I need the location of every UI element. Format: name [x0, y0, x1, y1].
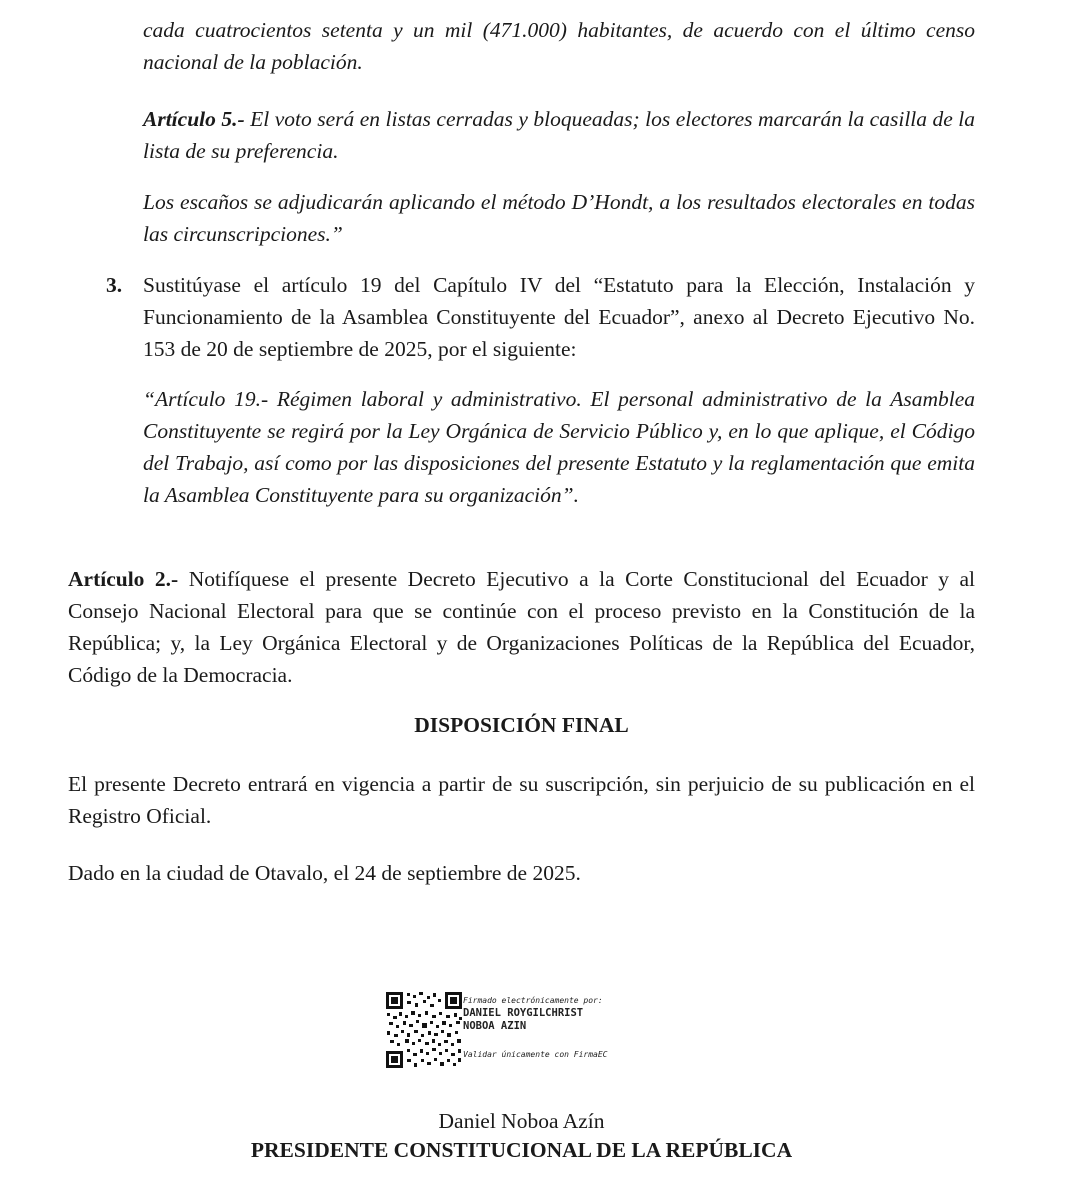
article-2-paragraph [68, 563, 975, 691]
given-date-line: Dado en la ciudad de Otavalo, el 24 de septiembre de 2025. [68, 861, 581, 885]
item-3-text: Sustitúyase el artículo 19 del Capítulo IV del “Estatuto para la Elección, Instalación y Funcionamiento de la Asamblea Constituyente del Ecuador”, anexo al Decreto Ejecutivo No. 153 de 20 de septiembre de 2025, por el siguiente: [143, 273, 975, 361]
article-5-text: El voto será en listas cerradas y bloqueadas; los electores marcarán la casilla de la lista de su preferencia. [143, 107, 975, 163]
signed-by-label: Firmado electrónicamente por: [463, 996, 603, 1005]
article-2-text: Notifíquese el presente Decreto Ejecutivo a la Corte Constitucional del Ecuador y al Consejo Nacional Electoral para que se continúe con el proceso previsto en la Constitución de la República; y, la Ley Orgánica Electoral y de Organizaciones Políticas de la República del Ecuador, Código de la Democracia. [68, 567, 975, 687]
final-disposition-heading: DISPOSICIÓN FINAL [414, 713, 629, 737]
signer-name: Daniel Noboa Azín [438, 1109, 605, 1133]
article-5-paragraph [143, 103, 975, 167]
article-19-quote: “Artículo 19.- Régimen laboral y administrativo. El personal administrativo de la Asamblea Constituyente se regirá por la Ley Orgánica de Servicio Público y, en lo que aplique, el Código del Trabajo, así como por las disposiciones del presente Estatuto y la reglamentación que emita la Asamblea Constituyente para su organización”. [143, 387, 975, 507]
qr-code-icon [385, 991, 463, 1069]
article-4-continuation: cada cuatrocientos setenta y un mil (471.000) habitantes, de acuerdo con el último censo nacional de la población. [143, 18, 975, 74]
item-3-number: 3. [106, 273, 123, 297]
validate-label: Validar únicamente con FirmaEC [463, 1050, 608, 1059]
signer-title: PRESIDENTE CONSTITUCIONAL DE LA REPÚBLICA [250, 1138, 793, 1162]
electronic-signature-text [463, 995, 608, 1061]
article-5-seats-paragraph: Los escaños se adjudicarán aplicando el método D’Hondt, a los resultados electorales en todas las circunscripciones.” [143, 190, 975, 246]
article-5-label: Artículo 5.- [143, 107, 245, 131]
signer-name-line2: NOBOA AZIN [463, 1020, 527, 1032]
article-2-label: Artículo 2.- [68, 567, 179, 591]
signer-name-line1: DANIEL ROYGILCHRIST [463, 1007, 584, 1019]
final-disposition-text: El presente Decreto entrará en vigencia a partir de su suscripción, sin perjuicio de su publicación en el Registro Oficial. [68, 772, 975, 828]
